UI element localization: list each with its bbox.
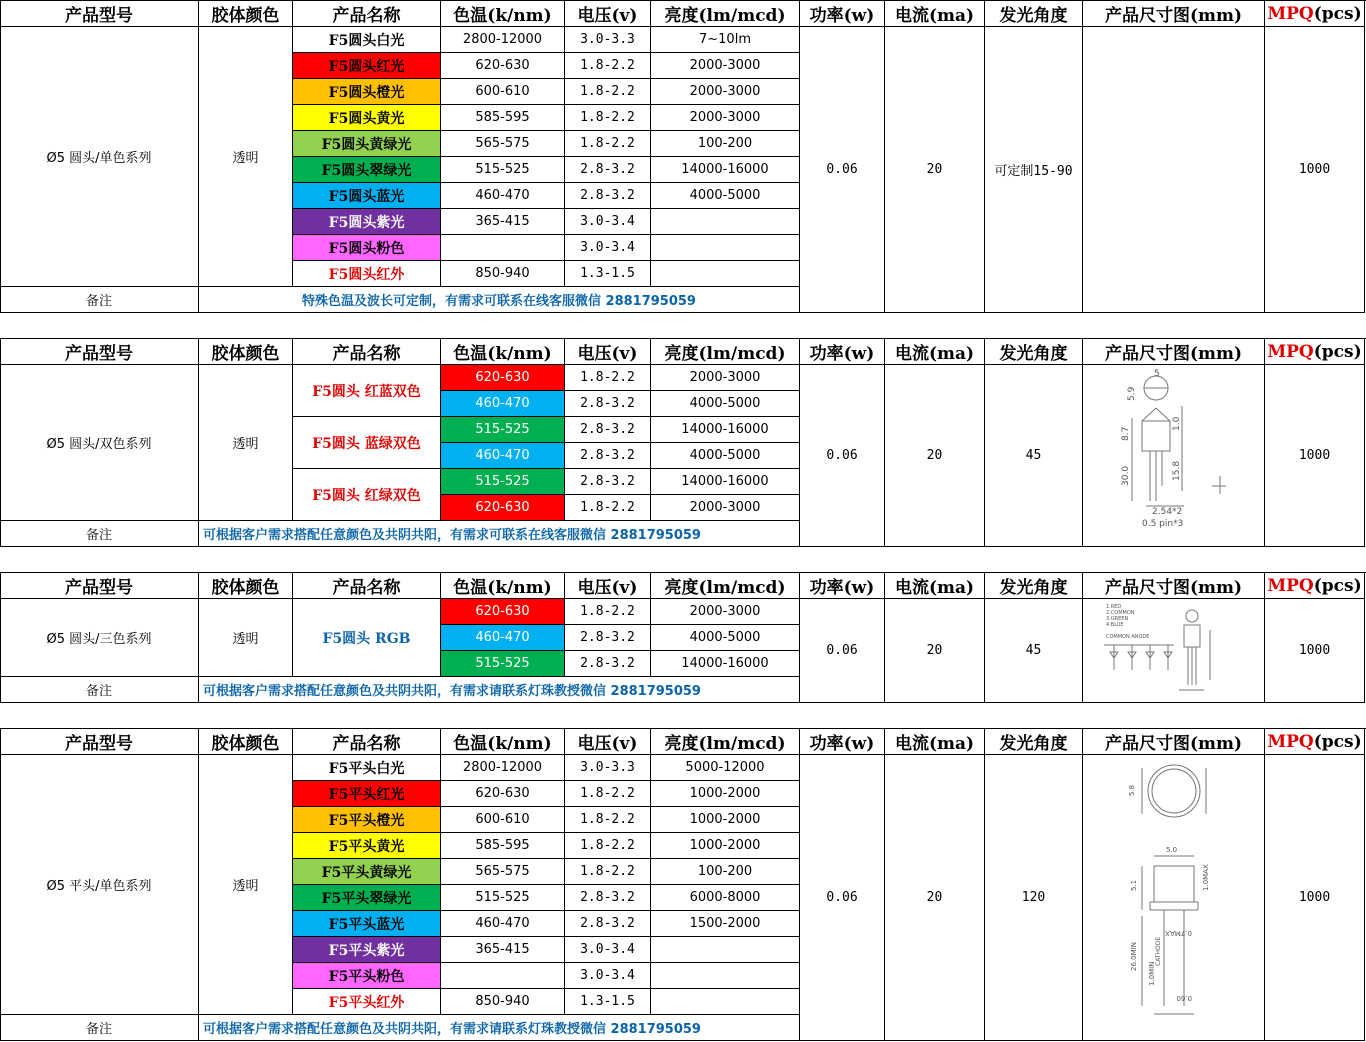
luminance-cell: 14000-16000 — [651, 651, 800, 677]
voltage-cell: 1.8-2.2 — [565, 833, 651, 859]
header-4: 电压(v) — [565, 1, 651, 27]
voltage-cell: 3.0-3.3 — [565, 755, 651, 781]
luminance-cell: 2000-3000 — [651, 495, 800, 521]
product-name: F5平头红外 — [293, 989, 441, 1015]
note-text: 可根据客户需求搭配任意颜色及共阴共阳，有需求请联系灯珠教授微信 2881795059 — [199, 1015, 800, 1041]
drawing-line — [1148, 765, 1200, 817]
header-4: 电压(v) — [565, 339, 651, 365]
header-7: 电流(ma) — [885, 1, 985, 27]
luminance-cell: 4000-5000 — [651, 391, 800, 417]
luminance-cell: 100-200 — [651, 859, 800, 885]
header-2: 产品名称 — [293, 1, 441, 27]
color-temp-cell: 600-610 — [441, 807, 565, 833]
dimension-label: COMMON ANODE — [1105, 633, 1149, 640]
color-temp-cell: 2800-12000 — [441, 755, 565, 781]
drawing-line — [1154, 866, 1194, 902]
dimension-label: 1.0MAX — [1201, 863, 1210, 891]
drawing-line — [1152, 769, 1196, 813]
luminance-cell: 1000-2000 — [651, 833, 800, 859]
note-text: 可根据客户需求搭配任意颜色及共阴共阳，有需求请联系灯珠教授微信 2881795059 — [199, 677, 800, 703]
color-temp-cell: 620-630 — [441, 53, 565, 79]
dimension-label: 0.7MAX — [1164, 928, 1192, 937]
dimension-drawing-cell — [1083, 365, 1265, 547]
header-mpq-label: MPQ — [1267, 575, 1314, 596]
dimension-label: 15.8 — [1171, 460, 1182, 481]
luminance-cell: 1500-2000 — [651, 911, 800, 937]
header-0: 产品型号 — [0, 1, 199, 27]
luminance-cell: 2000-3000 — [651, 365, 800, 391]
mpq-cell: 1000 — [1265, 599, 1365, 703]
header-mpq-unit: (pcs) — [1313, 341, 1362, 362]
voltage-cell: 1.8-2.2 — [565, 131, 651, 157]
product-name: F5平头蓝光 — [293, 911, 441, 937]
luminance-cell: 1000-2000 — [651, 781, 800, 807]
dimension-drawing-cell — [1083, 755, 1265, 1041]
product-name: F5圆头粉色 — [293, 235, 441, 261]
voltage-cell: 1.8-2.2 — [565, 79, 651, 105]
voltage-cell: 2.8-3.2 — [565, 885, 651, 911]
product-name: F5圆头白光 — [293, 27, 441, 53]
color-temp-cell: 515-525 — [441, 157, 565, 183]
header-8: 发光角度 — [985, 729, 1083, 755]
power-cell: 0.06 — [800, 755, 885, 1041]
color-temp-cell: 515-525 — [441, 651, 565, 677]
model-cell: Ø5 圆头/双色系列 — [0, 365, 199, 521]
product-name: F5圆头 RGB — [293, 599, 441, 677]
voltage-cell: 3.0-3.4 — [565, 235, 651, 261]
luminance-cell — [651, 963, 800, 989]
product-name: F5圆头 蓝绿双色 — [293, 417, 441, 469]
luminance-cell: 2000-3000 — [651, 53, 800, 79]
luminance-cell — [651, 235, 800, 261]
voltage-cell: 1.8-2.2 — [565, 781, 651, 807]
color-temp-cell: 850-940 — [441, 989, 565, 1015]
header-3: 色温(k/nm) — [441, 1, 565, 27]
color-temp-cell: 620-630 — [441, 365, 565, 391]
note-label: 备注 — [0, 1015, 199, 1041]
voltage-cell: 2.8-3.2 — [565, 183, 651, 209]
header-1: 胶体颜色 — [199, 339, 293, 365]
voltage-cell: 3.0-3.3 — [565, 27, 651, 53]
luminance-cell: 2000-3000 — [651, 79, 800, 105]
luminance-cell: 14000-16000 — [651, 417, 800, 443]
voltage-cell: 2.8-3.2 — [565, 625, 651, 651]
header-7: 电流(ma) — [885, 573, 985, 599]
header-8: 发光角度 — [985, 573, 1083, 599]
product-name: F5圆头紫光 — [293, 209, 441, 235]
note-label: 备注 — [0, 287, 199, 313]
dimension-label: 5.8 — [1127, 784, 1136, 796]
dimension-label: 0.5 pin*3 — [1141, 518, 1183, 529]
header-1: 胶体颜色 — [199, 573, 293, 599]
dimension-label: 8.7 — [1120, 426, 1131, 441]
color-temp-cell: 2800-12000 — [441, 27, 565, 53]
model-cell: Ø5 圆头/单色系列 — [0, 27, 199, 287]
header-2: 产品名称 — [293, 729, 441, 755]
voltage-cell: 1.3-1.5 — [565, 989, 651, 1015]
voltage-cell: 1.8-2.2 — [565, 365, 651, 391]
drawing-line — [1186, 610, 1198, 622]
color-temp-cell: 620-630 — [441, 495, 565, 521]
header-mpq — [1265, 1, 1365, 27]
color-temp-cell — [441, 963, 565, 989]
header-mpq-unit: (pcs) — [1313, 731, 1362, 752]
header-3: 色温(k/nm) — [441, 573, 565, 599]
voltage-cell: 2.8-3.2 — [565, 651, 651, 677]
header-5: 亮度(lm/mcd) — [651, 339, 800, 365]
angle-cell: 45 — [985, 599, 1083, 703]
dimension-drawing-cell — [1083, 599, 1265, 703]
header-2: 产品名称 — [293, 339, 441, 365]
product-name: F5平头粉色 — [293, 963, 441, 989]
color-temp-cell — [441, 235, 565, 261]
color-temp-cell: 850-940 — [441, 261, 565, 287]
header-mpq-unit: (pcs) — [1313, 575, 1362, 596]
color-temp-cell: 600-610 — [441, 79, 565, 105]
dimension-label: 26.0MIN — [1129, 941, 1138, 971]
dimension-label: 1.RED — [1105, 603, 1121, 610]
dimension-label: 2.COMMON — [1105, 609, 1135, 616]
dimension-label: 4.BLUE — [1105, 621, 1124, 628]
header-7: 电流(ma) — [885, 729, 985, 755]
dimension-label: 1.0 — [1171, 416, 1182, 431]
header-5: 亮度(lm/mcd) — [651, 573, 800, 599]
header-6: 功率(w) — [800, 1, 885, 27]
color-temp-cell: 365-415 — [441, 209, 565, 235]
voltage-cell: 3.0-3.4 — [565, 209, 651, 235]
header-5: 亮度(lm/mcd) — [651, 729, 800, 755]
header-5: 亮度(lm/mcd) — [651, 1, 800, 27]
header-6: 功率(w) — [800, 339, 885, 365]
power-cell: 0.06 — [800, 599, 885, 703]
product-name: F5圆头红外 — [293, 261, 441, 287]
header-8: 发光角度 — [985, 339, 1083, 365]
luminance-cell — [651, 937, 800, 963]
luminance-cell: 14000-16000 — [651, 469, 800, 495]
dimension-label: 2.54*2 — [1151, 506, 1182, 517]
color-temp-cell: 620-630 — [441, 781, 565, 807]
note-text: 特殊色温及波长可定制，有需求可联系在线客服微信 2881795059 — [199, 287, 800, 313]
luminance-cell: 4000-5000 — [651, 625, 800, 651]
dimension-label: 0.60 — [1175, 993, 1192, 1002]
color-temp-cell: 585-595 — [441, 105, 565, 131]
luminance-cell — [651, 989, 800, 1015]
product-name: F5平头黄光 — [293, 833, 441, 859]
color-temp-cell: 565-575 — [441, 131, 565, 157]
drawing-line — [1156, 408, 1170, 421]
luminance-cell: 7~10lm — [651, 27, 800, 53]
header-2: 产品名称 — [293, 573, 441, 599]
voltage-cell: 2.8-3.2 — [565, 391, 651, 417]
dimension-label: 5 — [1153, 368, 1160, 379]
color-temp-cell: 460-470 — [441, 625, 565, 651]
luminance-cell: 4000-5000 — [651, 183, 800, 209]
header-mpq — [1265, 729, 1365, 755]
luminance-cell: 14000-16000 — [651, 157, 800, 183]
header-0: 产品型号 — [0, 339, 199, 365]
dimension-label: 1.0MIN — [1147, 961, 1156, 986]
product-name: F5圆头翠绿光 — [293, 157, 441, 183]
dimension-label: 30.0 — [1120, 465, 1131, 486]
header-mpq — [1265, 573, 1365, 599]
colloid-cell: 透明 — [199, 755, 293, 1015]
model-cell: Ø5 平头/单色系列 — [0, 755, 199, 1015]
color-temp-cell: 585-595 — [441, 833, 565, 859]
voltage-cell: 3.0-3.4 — [565, 937, 651, 963]
mpq-cell: 1000 — [1265, 755, 1365, 1041]
voltage-cell: 2.8-3.2 — [565, 469, 651, 495]
header-3: 色温(k/nm) — [441, 729, 565, 755]
header-9: 产品尺寸图(mm) — [1083, 339, 1265, 365]
dimension-drawing — [1084, 756, 1264, 1040]
dimension-label: 5.1 — [1129, 879, 1138, 891]
product-name: F5圆头橙光 — [293, 79, 441, 105]
voltage-cell: 1.8-2.2 — [565, 599, 651, 625]
dimension-label: CATHODE — [1154, 936, 1162, 966]
voltage-cell: 2.8-3.2 — [565, 911, 651, 937]
color-temp-cell: 460-470 — [441, 911, 565, 937]
color-temp-cell: 460-470 — [441, 443, 565, 469]
header-3: 色温(k/nm) — [441, 339, 565, 365]
header-6: 功率(w) — [800, 729, 885, 755]
angle-cell: 可定制15-90 — [985, 27, 1083, 313]
dimension-label: 3.GREEN — [1105, 615, 1128, 622]
model-cell: Ø5 圆头/三色系列 — [0, 599, 199, 677]
color-temp-cell: 515-525 — [441, 417, 565, 443]
header-mpq — [1265, 339, 1365, 365]
current-cell: 20 — [885, 599, 985, 703]
product-name: F5平头红光 — [293, 781, 441, 807]
power-cell: 0.06 — [800, 365, 885, 547]
header-4: 电压(v) — [565, 573, 651, 599]
product-name: F5圆头蓝光 — [293, 183, 441, 209]
mpq-cell: 1000 — [1265, 27, 1365, 313]
dimension-drawing — [1084, 600, 1264, 702]
product-name: F5圆头黄绿光 — [293, 131, 441, 157]
color-temp-cell: 565-575 — [441, 859, 565, 885]
header-0: 产品型号 — [0, 573, 199, 599]
voltage-cell: 1.8-2.2 — [565, 807, 651, 833]
product-name: F5圆头红光 — [293, 53, 441, 79]
luminance-cell: 1000-2000 — [651, 807, 800, 833]
header-mpq-label: MPQ — [1267, 341, 1314, 362]
color-temp-cell: 620-630 — [441, 599, 565, 625]
colloid-cell: 透明 — [199, 365, 293, 521]
power-cell: 0.06 — [800, 27, 885, 313]
voltage-cell: 1.8-2.2 — [565, 859, 651, 885]
product-name: F5圆头黄光 — [293, 105, 441, 131]
drawing-line — [1184, 625, 1200, 647]
header-7: 电流(ma) — [885, 339, 985, 365]
header-8: 发光角度 — [985, 1, 1083, 27]
colloid-cell: 透明 — [199, 27, 293, 287]
product-name: F5圆头 红绿双色 — [293, 469, 441, 521]
luminance-cell: 2000-3000 — [651, 105, 800, 131]
header-1: 胶体颜色 — [199, 1, 293, 27]
luminance-cell: 100-200 — [651, 131, 800, 157]
note-label: 备注 — [0, 521, 199, 547]
angle-cell: 45 — [985, 365, 1083, 547]
header-mpq-label: MPQ — [1267, 3, 1314, 24]
luminance-cell: 4000-5000 — [651, 443, 800, 469]
header-9: 产品尺寸图(mm) — [1083, 1, 1265, 27]
luminance-cell: 6000-8000 — [651, 885, 800, 911]
voltage-cell: 3.0-3.4 — [565, 963, 651, 989]
header-9: 产品尺寸图(mm) — [1083, 573, 1265, 599]
luminance-cell: 2000-3000 — [651, 599, 800, 625]
voltage-cell: 2.8-3.2 — [565, 417, 651, 443]
header-0: 产品型号 — [0, 729, 199, 755]
note-text: 可根据客户需求搭配任意颜色及共阴共阳，有需求可联系在线客服微信 2881795059 — [199, 521, 800, 547]
product-name: F5平头黄绿光 — [293, 859, 441, 885]
product-name: F5圆头 红蓝双色 — [293, 365, 441, 417]
color-temp-cell: 515-525 — [441, 469, 565, 495]
voltage-cell: 1.8-2.2 — [565, 105, 651, 131]
product-name: F5平头翠绿光 — [293, 885, 441, 911]
luminance-cell: 5000-12000 — [651, 755, 800, 781]
drawing-line — [1142, 421, 1170, 451]
mpq-cell: 1000 — [1265, 365, 1365, 547]
angle-cell: 120 — [985, 755, 1083, 1041]
dimension-drawing — [1084, 366, 1264, 546]
voltage-cell: 1.8-2.2 — [565, 53, 651, 79]
dimension-label: 5.0 — [1165, 845, 1177, 854]
color-temp-cell: 365-415 — [441, 937, 565, 963]
current-cell: 20 — [885, 755, 985, 1041]
voltage-cell: 1.3-1.5 — [565, 261, 651, 287]
product-name: F5平头白光 — [293, 755, 441, 781]
dimension-drawing-cell — [1083, 27, 1265, 313]
header-mpq-label: MPQ — [1267, 731, 1314, 752]
luminance-cell — [651, 209, 800, 235]
drawing-line — [1142, 408, 1156, 421]
voltage-cell: 1.8-2.2 — [565, 495, 651, 521]
product-name: F5平头紫光 — [293, 937, 441, 963]
dimension-label: 5.9 — [1126, 386, 1137, 401]
luminance-cell — [651, 261, 800, 287]
color-temp-cell: 460-470 — [441, 391, 565, 417]
header-mpq-unit: (pcs) — [1313, 3, 1362, 24]
color-temp-cell: 460-470 — [441, 183, 565, 209]
product-name: F5平头橙光 — [293, 807, 441, 833]
voltage-cell: 2.8-3.2 — [565, 443, 651, 469]
current-cell: 20 — [885, 27, 985, 313]
header-9: 产品尺寸图(mm) — [1083, 729, 1265, 755]
color-temp-cell: 515-525 — [441, 885, 565, 911]
note-label: 备注 — [0, 677, 199, 703]
header-6: 功率(w) — [800, 573, 885, 599]
voltage-cell: 2.8-3.2 — [565, 157, 651, 183]
current-cell: 20 — [885, 365, 985, 547]
header-1: 胶体颜色 — [199, 729, 293, 755]
header-4: 电压(v) — [565, 729, 651, 755]
colloid-cell: 透明 — [199, 599, 293, 677]
